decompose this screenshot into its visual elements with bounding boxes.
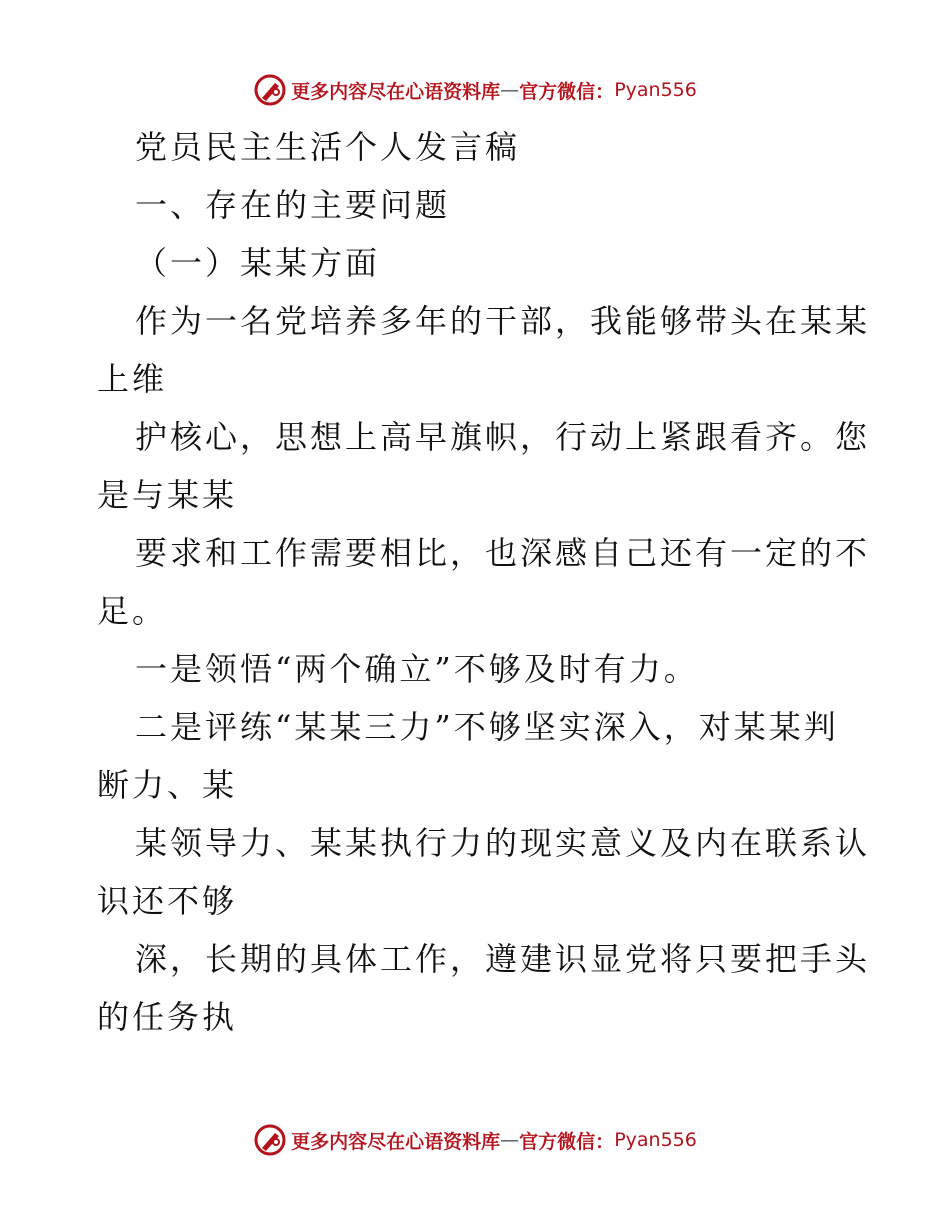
watermark-brand-text: 更多内容尽在心语资料库 — [291, 80, 501, 103]
paragraph — [97, 292, 871, 408]
watermark-official-label: 官方微信： — [519, 1130, 615, 1153]
paragraph-line: 二是评练“某某三力”不够坚实深入，对某某判 — [135, 708, 839, 746]
paragraph-line: 一是领悟“两个确立”不够及时有力。 — [135, 650, 699, 688]
watermark-wechat-id: Pyan556 — [614, 1129, 697, 1151]
paragraph-line: 识还不够 — [97, 882, 238, 920]
paragraph — [97, 524, 871, 640]
paragraph — [97, 408, 871, 524]
paragraph-line: 上维 — [97, 360, 168, 398]
paragraph-line: 作为一名党培养多年的干部，我能够带头在某某 — [135, 302, 871, 340]
paragraph — [97, 930, 871, 1046]
pen-circle-logo-icon — [253, 73, 287, 107]
watermark-separator: — — [500, 1129, 520, 1151]
paragraph — [97, 814, 871, 930]
watermark-banner-top — [0, 70, 950, 110]
section-heading: 一、存在的主要问题 — [135, 186, 451, 224]
watermark-brand-text: 更多内容尽在心语资料库 — [291, 1130, 501, 1153]
pen-circle-logo-icon — [253, 1123, 287, 1157]
paragraph-line: 足。 — [97, 592, 168, 630]
paragraph-line: 某领导力、某某执行力的现实意义及内在联系认 — [135, 824, 871, 862]
document-title: 党员民主生活个人发言稿 — [135, 128, 521, 166]
paragraph-line: 是与某某 — [97, 476, 238, 514]
document-body — [97, 118, 871, 1046]
paragraph-line: 断力、某 — [97, 766, 238, 804]
paragraph — [97, 698, 857, 814]
watermark-separator: — — [500, 79, 520, 101]
paragraph-line: 要求和工作需要相比，也深感自己还有一定的不 — [135, 534, 871, 572]
paragraph-line: 的任务执 — [97, 998, 238, 1036]
paragraph-line: 护核心，思想上高早旗帜，行动上紧跟看齐。您 — [135, 418, 871, 456]
watermark-banner-bottom — [0, 1120, 950, 1160]
subsection-heading: （一）某某方面 — [135, 244, 381, 282]
paragraph — [97, 640, 857, 698]
watermark-wechat-id: Pyan556 — [614, 79, 697, 101]
watermark-official-label: 官方微信： — [519, 80, 615, 103]
paragraph-line: 深，长期的具体工作，遵建识显党将只要把手头 — [135, 940, 871, 978]
